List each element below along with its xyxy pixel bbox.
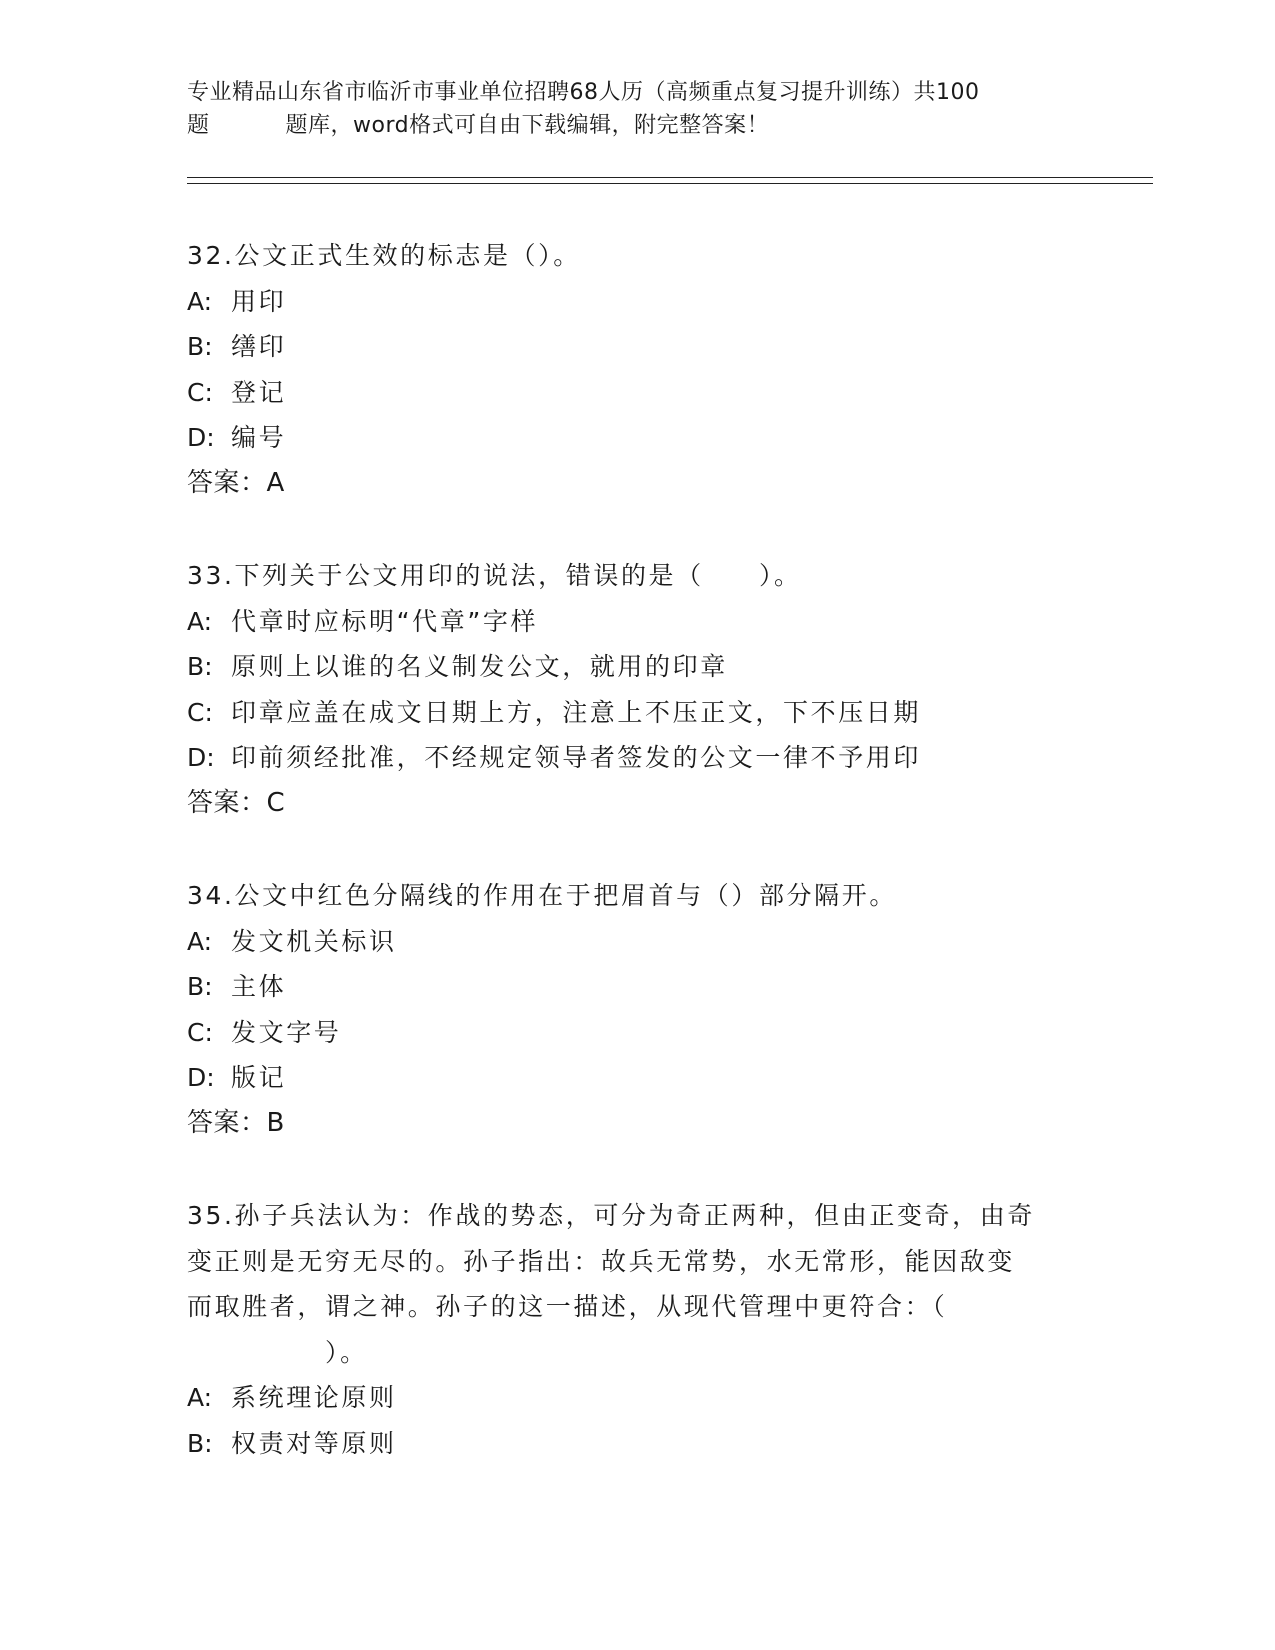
option-b: [187, 1421, 1087, 1467]
option-a: [187, 279, 1087, 325]
option-letter: A:: [187, 606, 213, 636]
option-letter: B:: [187, 652, 213, 681]
option-d: [187, 735, 1087, 781]
option-text: 代章时应标明“代章”字样: [231, 606, 539, 636]
option-text: 用印: [231, 286, 287, 316]
option-text: 发文机关标识: [231, 926, 397, 956]
question-stem-line: 35.孙子兵法认为：作战的势态，可分为奇正两种，但由正变奇，由奇: [187, 1201, 1035, 1230]
option-text: 原则上以谁的名义制发公文，就用的印章: [231, 652, 728, 681]
question-stem: 33.下列关于公文用印的说法，错误的是（ ）。: [187, 561, 802, 590]
option-text: 印前须经批准，不经规定领导者签发的公文一律不予用印: [231, 743, 922, 772]
header-rule-top: [187, 177, 1153, 178]
option-letter: B:: [187, 1428, 213, 1458]
option-text: 缮印: [231, 332, 287, 361]
option-a: [187, 599, 1087, 645]
question-33: [187, 553, 1087, 826]
option-text: 印章应盖在成文日期上方，注意上不压正文，下不压日期: [231, 697, 922, 727]
option-letter: D:: [187, 1063, 215, 1092]
option-b: [187, 964, 1087, 1010]
option-a: [187, 919, 1087, 965]
answer: 答案：B: [187, 1107, 285, 1138]
option-text: 权责对等原则: [231, 1428, 397, 1458]
option-letter: D:: [187, 423, 215, 452]
header-line-2-left: 题: [187, 113, 210, 138]
option-text: 登记: [231, 377, 287, 407]
option-c: [187, 1010, 1087, 1056]
question-stem: 32.公文正式生效的标志是（）。: [187, 241, 581, 270]
option-b: [187, 324, 1087, 370]
option-c: [187, 370, 1087, 416]
question-stem-line: ）。: [187, 1337, 368, 1367]
question-35: [187, 1193, 1087, 1466]
option-text: 主体: [231, 972, 287, 1001]
document-header: [187, 76, 1087, 142]
option-d: [187, 1055, 1087, 1101]
option-letter: A:: [187, 286, 213, 316]
option-text: 发文字号: [231, 1017, 342, 1047]
option-letter: B:: [187, 972, 213, 1001]
answer: 答案：C: [187, 787, 286, 818]
option-a: [187, 1375, 1087, 1421]
header-line-1: 专业精品山东省市临沂市事业单位招聘68人历（高频重点复习提升训练）共100: [187, 80, 980, 105]
header-line-2-right: 题库，word格式可自由下载编辑，附完整答案！: [285, 113, 770, 138]
question-stem: 34.公文中红色分隔线的作用在于把眉首与（）部分隔开。: [187, 881, 897, 910]
option-text: 版记: [231, 1063, 287, 1092]
option-letter: C:: [187, 1017, 213, 1047]
option-b: [187, 644, 1087, 690]
option-letter: A:: [187, 926, 213, 956]
question-stem-line: 变正则是无穷无尽的。孙子指出：故兵无常势，水无常形，能因敌变: [187, 1246, 1016, 1276]
option-d: [187, 415, 1087, 461]
option-text: 编号: [231, 423, 287, 452]
option-letter: C:: [187, 697, 213, 727]
option-text: 系统理论原则: [231, 1383, 397, 1412]
question-34: [187, 873, 1087, 1146]
option-letter: D:: [187, 743, 215, 772]
option-letter: A:: [187, 1383, 213, 1412]
option-letter: B:: [187, 332, 213, 361]
option-letter: C:: [187, 377, 213, 407]
header-line-2: [187, 109, 1087, 142]
option-c: [187, 690, 1087, 736]
question-stem-line: 而取胜者，谓之神。孙子的这一描述，从现代管理中更符合：（: [187, 1292, 948, 1321]
question-32: [187, 233, 1087, 506]
header-rule-bottom: [187, 183, 1153, 184]
answer: 答案：A: [187, 467, 285, 498]
